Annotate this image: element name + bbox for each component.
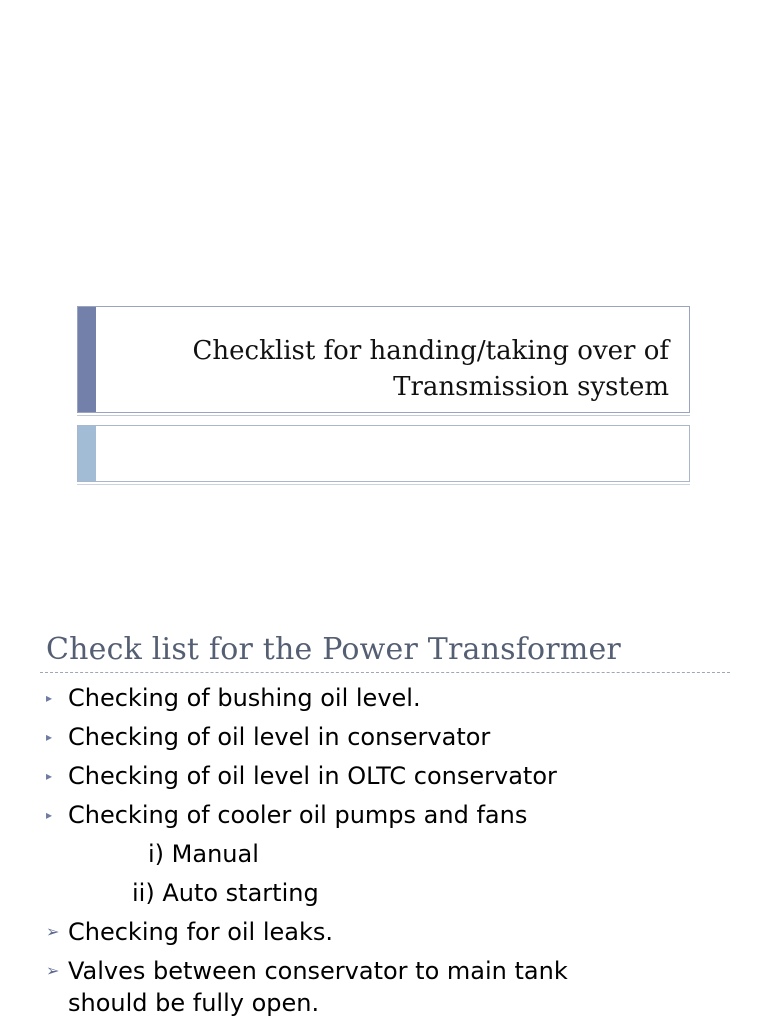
list-item-text: Checking of bushing oil level. [68,684,421,712]
slide-heading: Check list for the Power Transformer [46,632,621,667]
triangle-bullet-icon: ▸ [46,691,53,705]
title-line-2: Transmission system [393,372,669,402]
arrow-bullet-icon: ➢ [46,922,60,941]
list-item-text: Checking of oil level in conservator [68,723,491,751]
slide-title [109,333,669,405]
title-line-1: Checklist for handing/taking over of [192,336,669,366]
title-placeholder [77,306,690,413]
arrow-bullet-icon: ➢ [46,961,60,980]
sub-item-text: ii) Auto starting [132,879,319,907]
list-item-text: should be fully open. [68,989,320,1017]
checklist-slide [0,576,768,1024]
list-item-text: Checking for oil leaks. [68,918,334,946]
triangle-bullet-icon: ▸ [46,769,53,783]
list-item-text: Checking of oil level in OLTC conservator [68,762,557,790]
list-item-text: Checking of cooler oil pumps and fans [68,801,528,829]
triangle-bullet-icon: ▸ [46,730,53,744]
heading-divider [40,672,730,673]
sub-item-text: i) Manual [148,840,259,868]
title-accent-bar [78,307,96,412]
subtitle-placeholder [77,425,690,482]
list-item-text: Valves between conservator to main tank [68,957,568,985]
subtitle-accent-bar [78,426,96,481]
triangle-bullet-icon: ▸ [46,808,53,822]
